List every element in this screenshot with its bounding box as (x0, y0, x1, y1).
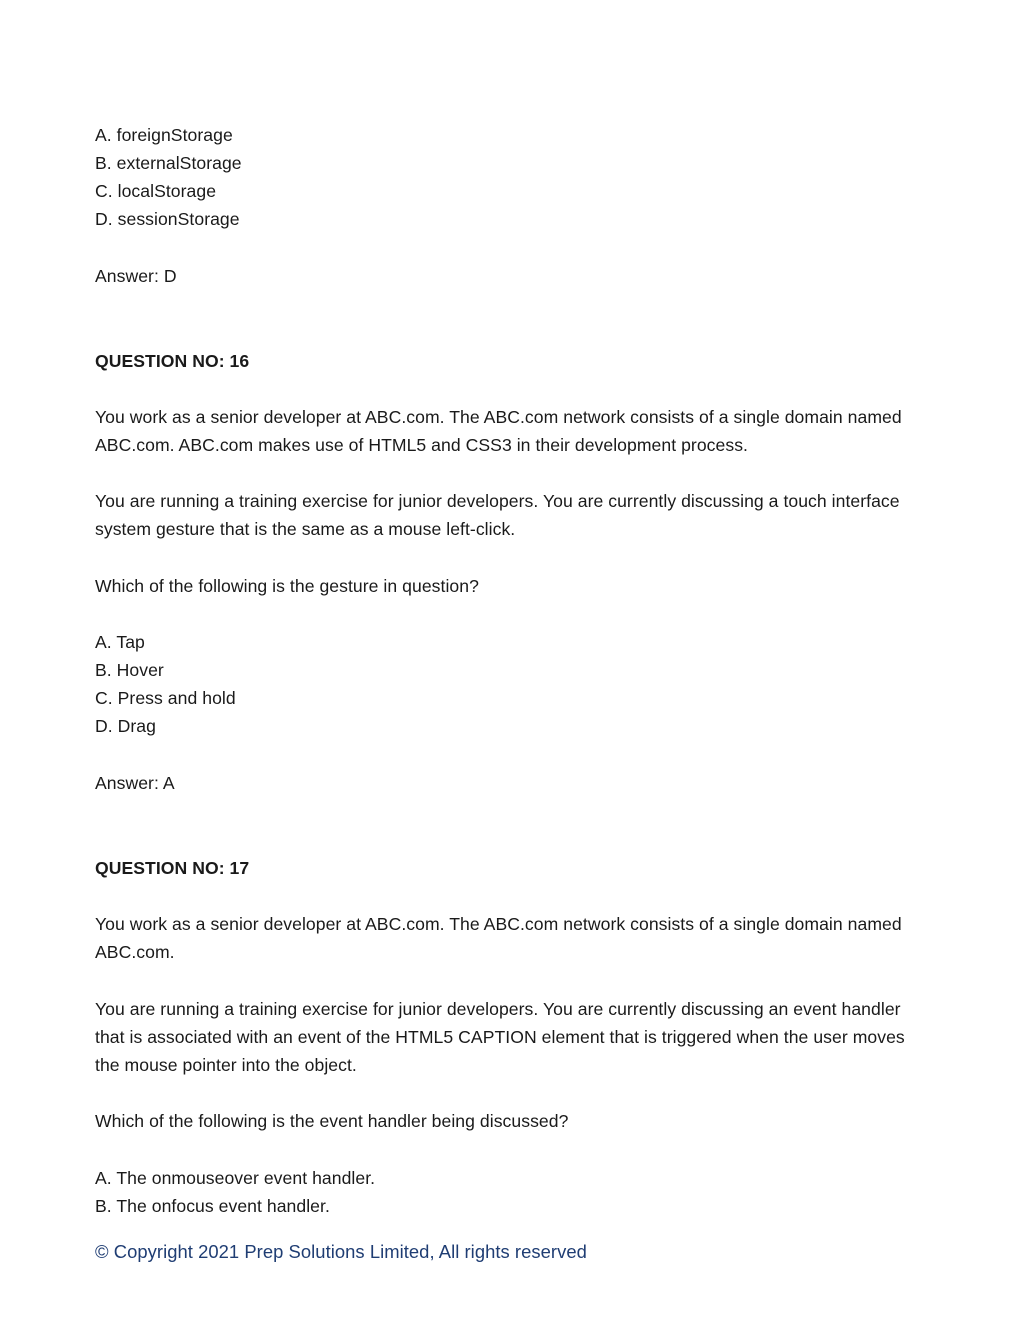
option-b: B. The onfocus event handler. (95, 1196, 330, 1216)
question-text: the mouse pointer into the object. (95, 1055, 357, 1075)
question-heading: QUESTION NO: 17 (95, 858, 250, 878)
question-text: ABC.com. ABC.com makes use of HTML5 and CSS3 in their development process. (95, 435, 748, 455)
option-c: C. localStorage (95, 181, 217, 201)
question-text: that is associated with an event of the HTML5 CAPTION element that is triggered when the user moves (95, 1027, 905, 1047)
option-a: A. foreignStorage (95, 125, 233, 145)
question-text: ABC.com. (95, 942, 175, 962)
option-b: B. Hover (95, 660, 164, 680)
question-text: You are running a training exercise for junior developers. You are currently discussing a touch interface (95, 491, 900, 511)
option-b: B. externalStorage (95, 153, 242, 173)
option-d: D. Drag (95, 716, 156, 736)
question-text: You work as a senior developer at ABC.com. The ABC.com network consists of a single domain named (95, 914, 902, 934)
option-c: C. Press and hold (95, 688, 236, 708)
copyright-footer: © Copyright 2021 Prep Solutions Limited, All rights reserved (95, 1241, 587, 1262)
question-heading: QUESTION NO: 16 (95, 351, 250, 371)
option-d: D. sessionStorage (95, 209, 240, 229)
option-a: A. The onmouseover event handler. (95, 1168, 376, 1188)
question-text: You are running a training exercise for junior developers. You are currently discussing an event handler (95, 999, 901, 1019)
question-prompt: Which of the following is the gesture in question? (95, 576, 479, 596)
answer-line: Answer: D (95, 266, 177, 286)
question-text: You work as a senior developer at ABC.com. The ABC.com network consists of a single domain named (95, 407, 902, 427)
question-text: system gesture that is the same as a mouse left-click. (95, 519, 516, 539)
answer-line: Answer: A (95, 773, 175, 793)
question-prompt: Which of the following is the event handler being discussed? (95, 1111, 569, 1131)
option-a: A. Tap (95, 632, 145, 652)
